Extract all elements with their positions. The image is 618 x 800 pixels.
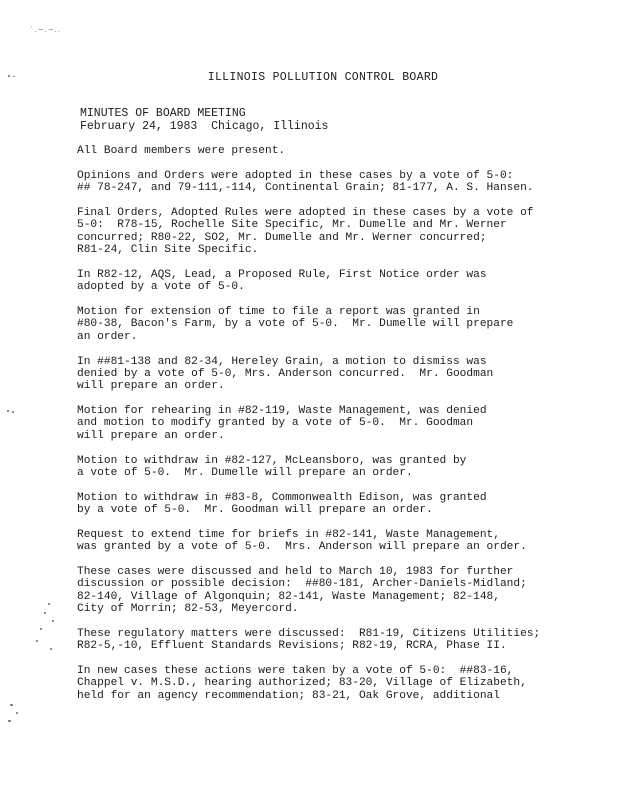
paragraph-line: City of Morrin; 82-53, Meyercord. xyxy=(77,602,299,615)
heading-line: MINUTES OF BOARD MEETING xyxy=(80,107,246,120)
scan-speck xyxy=(12,411,14,413)
scan-speck xyxy=(10,704,13,706)
paragraph-line: by a vote of 5-0. Mr. Goodman will prepare an order. xyxy=(77,503,433,516)
paragraph-line: denied by a vote of 5-0, Mrs. Anderson concurred. Mr. Goodman xyxy=(77,367,494,380)
paragraph-line: In ##81-138 and 82-34, Hereley Grain, a motion to dismiss was xyxy=(77,355,487,368)
paragraph-line: R82-5,-10, Effluent Standards Revisions; R82-19, RCRA, Phase II. xyxy=(77,640,507,653)
paragraph-line: concurred; R80-22, SO2, Mr. Dumelle and Mr. Werner concurred; xyxy=(77,231,487,244)
paragraph-line: Final Orders, Adopted Rules were adopted in these cases by a vote of xyxy=(77,207,534,220)
paragraph-line: will prepare an order. xyxy=(77,429,225,442)
paragraph-line: Motion for rehearing in #82-119, Waste Management, was denied xyxy=(77,405,487,418)
minutes-paragraph xyxy=(77,170,597,195)
scan-speck xyxy=(7,410,9,412)
paragraph-line: an order. xyxy=(77,330,138,343)
paragraph-line: held for an agency recommendation; 83-21, Oak Grove, additional xyxy=(77,689,500,702)
scan-speck xyxy=(52,620,54,622)
minutes-paragraph xyxy=(77,492,597,517)
paragraph-line: These cases were discussed and held to March 10, 1983 for further xyxy=(77,566,514,579)
paragraph-line: In new cases these actions were taken by a vote of 5-0: ##83-16, xyxy=(77,665,514,678)
minutes-paragraph xyxy=(77,455,597,480)
paragraph-line: will prepare an order. xyxy=(77,380,225,393)
minutes-paragraph xyxy=(77,628,597,653)
minutes-paragraph xyxy=(77,269,597,294)
paragraph-line: a vote of 5-0. Mr. Dumelle will prepare an order. xyxy=(77,466,413,479)
minutes-paragraph xyxy=(77,529,597,554)
paragraph-line: and motion to modify granted by a vote of 5-0. Mr. Goodman xyxy=(77,417,474,430)
paragraph-line: These regulatory matters were discussed: R81-19, Citizens Utilities; xyxy=(77,627,541,640)
document-title: ILLINOIS POLLUTION CONTROL BOARD xyxy=(207,71,439,84)
scan-speck xyxy=(36,640,38,642)
scan-artifact-text: `.~.~.. xyxy=(30,26,62,34)
minutes-body xyxy=(77,145,597,715)
paragraph-line: Opinions and Orders were adopted in these cases by a vote of 5-0: xyxy=(77,169,514,182)
paragraph-line: Motion for extension of time to file a report was granted in xyxy=(77,306,480,319)
paragraph-line: In R82-12, AQS, Lead, a Proposed Rule, First Notice order was xyxy=(77,268,487,281)
minutes-paragraph xyxy=(77,356,597,393)
minutes-paragraph xyxy=(77,207,597,256)
scan-speck xyxy=(50,648,52,650)
minutes-paragraph xyxy=(77,665,597,702)
minutes-paragraph xyxy=(77,306,597,343)
paragraph-line: Motion to withdraw in #82-127, McLeansboro, was granted by xyxy=(77,454,467,467)
paragraph-line: #80-38, Bacon's Farm, by a vote of 5-0. Mr. Dumelle will prepare xyxy=(77,318,514,331)
paragraph-line: Request to extend time for briefs in #82-141, Waste Management, xyxy=(77,528,500,541)
minutes-paragraph xyxy=(77,405,597,442)
scan-speck xyxy=(40,628,42,630)
scan-speck xyxy=(8,720,11,722)
paragraph-line: R81-24, Clin Site Specific. xyxy=(77,243,259,256)
minutes-paragraph xyxy=(77,566,597,615)
scan-speck xyxy=(16,712,18,714)
paragraph-line: was granted by a vote of 5-0. Mrs. Anderson will prepare an order. xyxy=(77,541,527,554)
paragraph-line: Motion to withdraw in #83-8, Commonwealth Edison, was granted xyxy=(77,491,487,504)
paragraph-line: adopted by a vote of 5-0. xyxy=(77,281,245,294)
paragraph-line: 5-0: R78-15, Rochelle Site Specific, Mr. Dumelle and Mr. Werner xyxy=(77,219,507,232)
minutes-heading xyxy=(80,107,328,133)
paragraph-line: Chappel v. M.S.D., hearing authorized; 83-20, Village of Elizabeth, xyxy=(77,677,527,690)
paragraph-line: ## 78-247, and 79-111,-114, Continental Grain; 81-177, A. S. Hansen. xyxy=(77,182,534,195)
paragraph-line: 82-140, Village of Algonquin; 82-141, Waste Management; 82-148, xyxy=(77,590,500,603)
scan-speck xyxy=(44,612,46,614)
paragraph-line: discussion or possible decision: ##80-181, Archer-Daniels-Midland; xyxy=(77,578,527,591)
paragraph-line: All Board members were present. xyxy=(77,145,286,157)
heading-date-line: February 24, 1983 Chicago, Illinois xyxy=(80,120,329,133)
scan-speck xyxy=(48,603,50,605)
minutes-paragraph xyxy=(77,145,597,157)
